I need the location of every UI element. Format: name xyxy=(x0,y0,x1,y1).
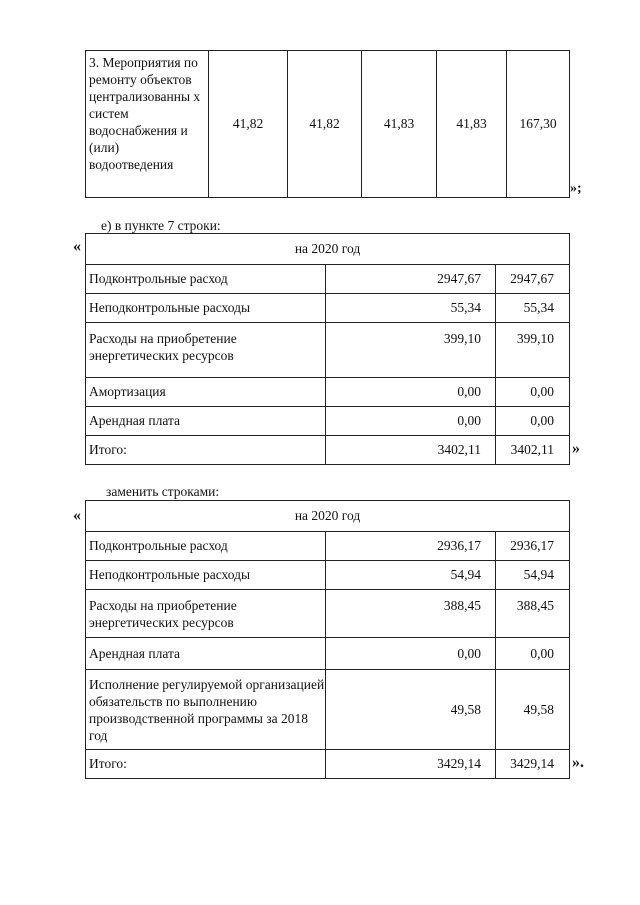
closing-quote-period: ». xyxy=(572,754,584,771)
table-header: на 2020 год xyxy=(86,234,570,265)
row-label: Расходы на приобретение энергетических ресурсов xyxy=(86,323,326,378)
opening-quote: « xyxy=(73,238,81,255)
value-cell: 2936,17 xyxy=(326,532,496,561)
row-label: Итого: xyxy=(86,436,326,465)
value-cell: 54,94 xyxy=(496,561,570,590)
row-label: Подконтрольные расход xyxy=(86,532,326,561)
table-row xyxy=(86,750,570,779)
value-cell: 41,83 xyxy=(437,51,507,198)
row-label: Подконтрольные расход xyxy=(86,265,326,294)
opening-quote: « xyxy=(73,507,81,524)
value-cell: 54,94 xyxy=(326,561,496,590)
table-row xyxy=(86,265,570,294)
row-label: Расходы на приобретение энергетических ресурсов xyxy=(86,590,326,638)
value-cell: 388,45 xyxy=(496,590,570,638)
row-label: Итого: xyxy=(86,750,326,779)
value-cell: 3429,14 xyxy=(326,750,496,779)
value-cell: 55,34 xyxy=(496,294,570,323)
value-cell: 41,83 xyxy=(362,51,437,198)
table-row xyxy=(86,561,570,590)
value-cell: 2936,17 xyxy=(496,532,570,561)
value-cell: 55,34 xyxy=(326,294,496,323)
value-cell: 0,00 xyxy=(326,638,496,670)
table-row xyxy=(86,638,570,670)
value-cell: 0,00 xyxy=(326,378,496,407)
value-cell: 0,00 xyxy=(496,378,570,407)
row-label: Неподконтрольные расходы xyxy=(86,294,326,323)
value-cell: 2947,67 xyxy=(496,265,570,294)
value-cell: 3429,14 xyxy=(496,750,570,779)
amendment-note-e: е) в пункте 7 строки: xyxy=(101,218,221,233)
row-label: Амортизация xyxy=(86,378,326,407)
value-cell: 41,82 xyxy=(209,51,288,198)
old-rows-table xyxy=(85,233,570,465)
table-row xyxy=(86,436,570,465)
table-row xyxy=(86,378,570,407)
value-cell: 2947,67 xyxy=(326,265,496,294)
value-cell: 399,10 xyxy=(326,323,496,378)
new-rows-table xyxy=(85,500,570,779)
program-measures-table xyxy=(85,50,570,198)
replace-note: заменить строками: xyxy=(106,484,220,499)
value-cell: 3402,11 xyxy=(496,436,570,465)
row-label: 3. Мероприятия по ремонту объектов централизованны х систем водоснабжения и (или) водоотведения xyxy=(86,51,209,198)
value-cell: 41,82 xyxy=(288,51,362,198)
value-cell: 0,00 xyxy=(326,407,496,436)
row-label: Арендная плата xyxy=(86,638,326,670)
table-header: на 2020 год xyxy=(86,501,570,532)
value-cell: 49,58 xyxy=(326,670,496,750)
value-cell: 388,45 xyxy=(326,590,496,638)
table-row xyxy=(86,670,570,750)
value-cell: 49,58 xyxy=(496,670,570,750)
value-cell: 167,30 xyxy=(507,51,570,198)
row-label: Неподконтрольные расходы xyxy=(86,561,326,590)
table-row xyxy=(86,532,570,561)
row-label: Арендная плата xyxy=(86,407,326,436)
table-row xyxy=(86,590,570,638)
value-cell: 3402,11 xyxy=(326,436,496,465)
closing-quote-semicolon: »; xyxy=(570,181,582,196)
row-label: Исполнение регулируемой организацией обязательств по выполнению производственной программы за 2018 год xyxy=(86,670,326,750)
value-cell: 0,00 xyxy=(496,407,570,436)
table-row xyxy=(86,51,570,198)
closing-quote: » xyxy=(572,440,580,457)
table-row xyxy=(86,407,570,436)
value-cell: 0,00 xyxy=(496,638,570,670)
value-cell: 399,10 xyxy=(496,323,570,378)
table-row xyxy=(86,294,570,323)
table-row xyxy=(86,323,570,378)
